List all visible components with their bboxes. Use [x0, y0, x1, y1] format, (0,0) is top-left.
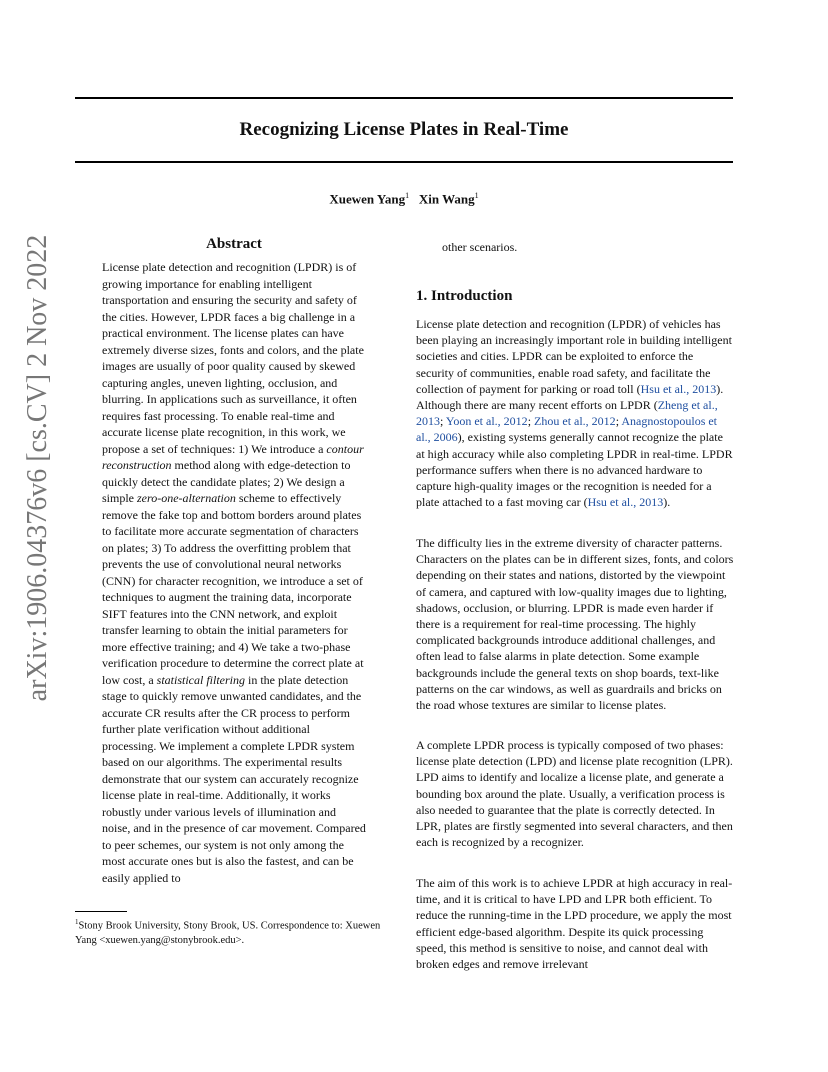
arxiv-identifier: arXiv:1906.04376v6 [cs.CV] 2 Nov 2022 [22, 234, 53, 702]
abstract-text: method along with edge-detection to quickly detect the candidate plates; 2) We design a simple [102, 458, 351, 505]
top-rule [75, 97, 733, 99]
abstract-body [102, 259, 366, 886]
author-affiliation-mark: 1 [405, 191, 410, 200]
title-bottom-rule [75, 161, 733, 163]
citation-link[interactable]: Yoon et al., 2012 [445, 414, 528, 429]
paragraph-text: ; [527, 414, 535, 429]
paragraph-text: ). [663, 495, 671, 510]
abstract-text: in the plate detection stage to quickly remove unwanted candidates, and the accurate CR results after the CR process to perform further plate verification without additional processing. We implement a complete LPDR system based on our algorithms. The experimental results demonstrate that our system can accurately recognize license plate in real-time. Additionally, it works robustly under various levels of illumination and noise, and in the presence of car movement. Compared to peer schemes, our system is not only among the most accurate ones but is also the fastest, and can be easily applied to [102, 672, 366, 885]
citation-link[interactable]: Zhou et al., 2012 [534, 414, 616, 429]
intro-paragraph-4: The aim of this work is to achieve LPDR at high accuracy in real-time, and it is critical to have LPD and LPR both efficient. To reduce the running-time in the LPD procedure, we apply the most efficient edge-based algorithm. Despite its quick processing speed, this method is sensitive to noise, and cannot deal with broken edges and remove irrelevant [416, 876, 733, 972]
citation-link[interactable]: Anagnostopoulos et al., 2006 [416, 414, 718, 445]
author-name: Xin Wang [418, 191, 475, 207]
abstract-emphasis: zero-one-alternation [137, 491, 236, 505]
citation-link[interactable]: Hsu et al., 2013 [640, 381, 717, 396]
paragraph-text: License plate detection and recognition (LPDR) of vehicles has been playing an increasingly important role in building intelligent societies and cities. LPDR can be exploited to enforce the security of communities, enable road safety, and facilitate the collection of payment for parking or road toll ( [416, 317, 732, 396]
abstract-text: scheme to effectively remove the fake top and bottom borders around plates to facilitate more accurate segmentation of characters on plates; 3) To address the overfitting problem that prevents the use of convolutional neural networks (CNN) for character recognition, we introduce a set of techniques to augment the training data, incorporate SIFT features into the CNN network, and exploit transfer learning to obtain the initial parameters for more effective training; and 4) We take a two-phase verification procedure to determine the correct plate at low cost, a [102, 491, 364, 687]
paragraph-text: ), existing systems generally cannot recognize the plate at high accuracy while also completing LPDR in real-time. LPDR performance suffers when there is no advanced hardware to capture high-quality images or the recognition is needed for a plate attached to a fast moving car ( [416, 430, 733, 510]
footnote [75, 915, 395, 948]
paragraph-text: ; [615, 414, 622, 429]
abstract-heading: Abstract [206, 236, 262, 252]
author-list [75, 191, 733, 207]
paragraph-text: ). Although there are many recent efforts on LPDR ( [416, 381, 724, 413]
citation-link[interactable]: Zheng et al., 2013 [416, 398, 718, 429]
paper-title: Recognizing License Plates in Real-Time [239, 119, 569, 140]
abstract-emphasis: statistical filtering [156, 672, 245, 687]
author-name: Xuewen Yang [329, 191, 406, 207]
footnote-rule [75, 911, 127, 912]
intro-paragraph-1 [416, 316, 734, 510]
footnote-text: Stony Brook University, Stony Brook, US. Correspondence to: Xuewen Yang <xuewen.yang@stonybrook.edu>. [75, 920, 381, 946]
abstract-emphasis: contour reconstruction [102, 441, 364, 472]
footnote-mark: 1 [75, 918, 79, 926]
abstract-continuation: other scenarios. [442, 240, 518, 254]
citation-link[interactable]: Hsu et al., 2013 [587, 495, 664, 510]
section-heading-introduction: 1. Introduction [416, 288, 513, 304]
abstract-text: License plate detection and recognition (LPDR) is of growing importance for enabling intelligent transportation and ensuring the security and safety of the cities. However, LPDR faces a big challenge in a practical environment. The license plates can have extremely diverse sizes, fonts and colors, and the plate images are usually of poor quality caused by skewed capturing angles, uneven lighting, occlusion, and blurring. In applications such as surveillance, it often requires fast processing. To enable real-time and accurate license plate recognition, in this work, we propose a set of techniques: 1) We introduce a [102, 260, 364, 456]
paragraph-text: ; [440, 414, 446, 429]
author-affiliation-mark: 1 [474, 191, 479, 200]
intro-paragraph-2: The difficulty lies in the extreme diversity of character patterns. Characters on the plates can be in different sizes, fonts, and colors depending on their states and nations, distorted by the viewpoint of camera, and captured with low-quality images due to lighting, shadows, occlusion, or blurring. LPDR is made even harder if there is a requirement for real-time processing. The highly complicated backgrounds introduce additional challenges, and often lead to false alarms in plate detection. Some example backgrounds include the general texts on shop boards, text-like patterns on the car windows, as well as guardrails and bricks on the road whose textures are similar to license plates. [416, 536, 734, 713]
intro-paragraph-3: A complete LPDR process is typically composed of two phases: license plate detection (LPD) and license plate recognition (LPR). LPD aims to identify and localize a license plate, and generate a bounding box around the plate. Usually, a verification process is also needed to guarantee that the plate is correctly detected. In LPR, plates are firstly segmented into several characters, and then each is recognized by a recognizer. [416, 738, 733, 850]
